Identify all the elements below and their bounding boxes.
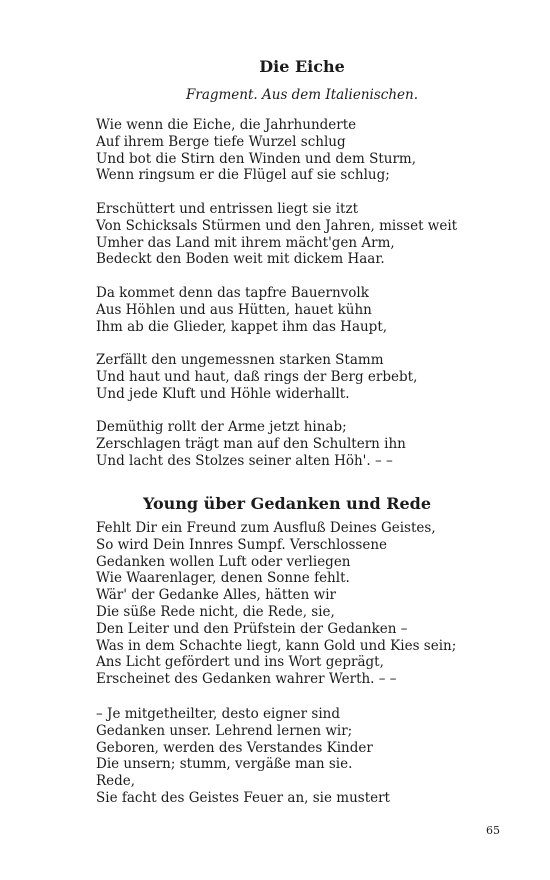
verse-line: Was in dem Schachte liegt, kann Gold und Kies sein; xyxy=(96,637,457,654)
poem-title-die-eiche: Die Eiche xyxy=(259,57,345,76)
verse-line: Rede, xyxy=(96,773,136,790)
verse-line: Wie Waarenlager, denen Sonne fehlt. xyxy=(96,570,350,587)
verse-line: Und lacht des Stolzes seiner alten Höh'. – – xyxy=(96,452,393,469)
verse-line: Wie wenn die Eiche, die Jahrhunderte xyxy=(96,117,357,133)
verse-line: – Je mitgetheilter, desto eigner sind xyxy=(96,706,340,722)
stanza-4 xyxy=(96,352,417,402)
stanza-3 xyxy=(96,285,387,335)
verse-line: Sie facht des Geistes Feuer an, sie mustert xyxy=(96,789,390,806)
verse-line: Demüthig rollt der Arme jetzt hinab; xyxy=(96,419,347,435)
verse-line: Fehlt Dir ein Freund zum Ausfluß Deines Geistes, xyxy=(96,520,436,536)
verse-line: Da kommet denn das tapfre Bauernvolk xyxy=(96,285,369,301)
verse-line: Von Schicksals Stürmen und den Jahren, misset weit xyxy=(96,217,458,234)
stanza-6 xyxy=(96,520,456,688)
verse-line: Wenn ringsum er die Flügel auf sie schlug; xyxy=(96,167,390,184)
stanza-5 xyxy=(96,419,406,469)
verse-line: Und haut und haut, daß rings der Berg erbebt, xyxy=(96,368,418,385)
verse-line: Die süße Rede nicht, die Rede, sie, xyxy=(96,603,335,620)
verse-line: Erschüttert und entrissen liegt sie itzt xyxy=(96,201,359,217)
verse-line: Geboren, werden des Verstandes Kinder xyxy=(96,739,373,756)
verse-line: Ihm ab die Glieder, kappet ihm das Haupt, xyxy=(96,318,388,335)
verse-line: Auf ihrem Berge tiefe Wurzel schlug xyxy=(96,133,346,150)
verse-line: So wird Dein Innres Sumpf. Verschlossene xyxy=(96,536,388,553)
verse-line: Und bot die Stirn den Winden und dem Sturm, xyxy=(96,150,417,167)
verse-line: Den Leiter und den Prüfstein der Gedanken – xyxy=(96,620,408,637)
stanza-7 xyxy=(96,706,390,807)
page-number: 65 xyxy=(486,824,500,837)
verse-line: Aus Höhlen und aus Hütten, hauet kühn xyxy=(96,301,372,318)
verse-line: Wär' der Gedanke Alles, hätten wir xyxy=(96,587,336,604)
verse-line: Und jede Kluft und Höhle widerhallt. xyxy=(96,385,350,402)
verse-line: Umher das Land mit ihrem mächt'gen Arm, xyxy=(96,234,395,251)
verse-line: Gedanken wollen Luft oder verliegen xyxy=(96,553,351,570)
stanza-2 xyxy=(96,201,457,268)
verse-line: Erscheinet des Gedanken wahrer Werth. – – xyxy=(96,671,397,688)
stanza-1 xyxy=(96,117,416,184)
verse-line: Gedanken unser. Lehrend lernen wir; xyxy=(96,722,353,739)
poem-subtitle: Fragment. Aus dem Italienischen. xyxy=(186,87,418,103)
verse-line: Die unsern; stumm, vergäße man sie. xyxy=(96,756,353,773)
verse-line: Ans Licht gefördert und ins Wort geprägt, xyxy=(96,654,384,671)
verse-line: Bedeckt den Boden weit mit dickem Haar. xyxy=(96,251,385,268)
poem-title-young: Young über Gedanken und Rede xyxy=(142,494,432,513)
verse-line: Zerfällt den ungemessnen starken Stamm xyxy=(96,352,384,368)
verse-line: Zerschlagen trägt man auf den Schultern ihn xyxy=(96,435,406,452)
